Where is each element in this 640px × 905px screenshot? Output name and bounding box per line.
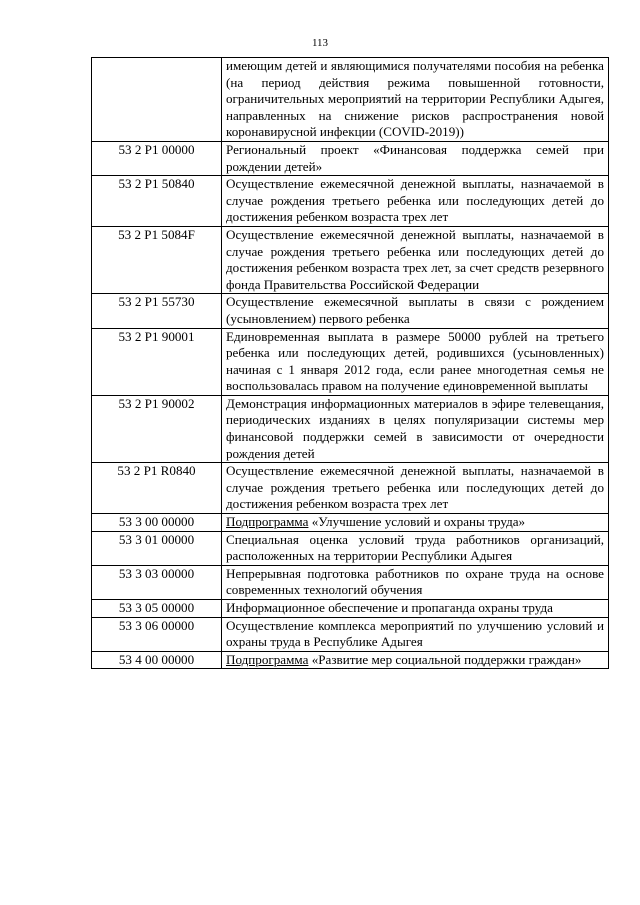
table-row	[92, 463, 609, 514]
table-row	[92, 226, 609, 293]
table-row	[92, 395, 609, 462]
subprogram-label: Подпрограмма	[226, 514, 309, 530]
table-row	[92, 58, 609, 142]
row-description: Непрерывная подготовка работников по охране труда на основе современных технологий обучения	[222, 565, 609, 599]
row-code: 53 3 05 00000	[92, 600, 222, 618]
table-row	[92, 565, 609, 599]
table-row	[92, 600, 609, 618]
row-description: Информационное обеспечение и пропаганда охраны труда	[222, 600, 609, 618]
table-row	[92, 651, 609, 669]
subprogram-title: «Улучшение условий и охраны труда»	[308, 514, 526, 530]
row-description	[222, 514, 609, 532]
row-description: Осуществление комплекса мероприятий по улучшению условий и охраны труда в Республике Адыгея	[222, 617, 609, 651]
row-description: Осуществление ежемесячной денежной выплаты, назначаемой в случае рождения третьего ребенка или последующих детей до достижения ребенком возраста трех лет	[222, 463, 609, 514]
row-description: Единовременная выплата в размере 50000 рублей на третьего ребенка или последующих детей, родившихся (усыновленных) начиная с 1 января 2012 года, если ранее многодетная семья не воспользовалась правом на получение единовременной выплаты	[222, 328, 609, 395]
row-code: 53 3 01 00000	[92, 531, 222, 565]
row-code: 53 2 P1 90002	[92, 395, 222, 462]
row-description: Специальная оценка условий труда работников организаций, расположенных на территории Республики Адыгея	[222, 531, 609, 565]
row-description: Осуществление ежемесячной денежной выплаты, назначаемой в случае рождения третьего ребенка или последующих детей до достижения ребенком возраста трех лет	[222, 176, 609, 227]
subprogram-label: Подпрограмма	[226, 651, 309, 667]
row-code: 53 4 00 00000	[92, 651, 222, 669]
row-code: 53 2 P1 5084F	[92, 226, 222, 293]
table-row	[92, 141, 609, 175]
row-code: 53 2 P1 50840	[92, 176, 222, 227]
page-number: 113	[311, 37, 329, 49]
row-code: 53 3 03 00000	[92, 565, 222, 599]
table-row	[92, 531, 609, 565]
row-description: имеющим детей и являющимися получателями пособия на ребенка (на период действия режима повышенной готовности, ограничительных мероприятий на территории Республики Адыгея, направленных на снижение рисков распространения новой коронавирусной инфекции (COVID-2019))	[222, 58, 609, 142]
row-description: Осуществление ежемесячной денежной выплаты, назначаемой в случае рождения третьего ребенка или последующих детей до достижения ребенком возраста трех лет, за счет средств резервного фонда Правительства Российской Федерации	[222, 226, 609, 293]
table-row	[92, 176, 609, 227]
row-code: 53 2 P1 00000	[92, 141, 222, 175]
row-description: Демонстрация информационных материалов в эфире телевещания, периодических изданиях в целях популяризации системы мер финансовой поддержки семей в зависимости от очередности рождения детей	[222, 395, 609, 462]
table-row	[92, 514, 609, 532]
row-description	[222, 651, 609, 669]
budget-classification-table	[91, 57, 609, 669]
row-code: 53 2 P1 90001	[92, 328, 222, 395]
row-code: 53 3 06 00000	[92, 617, 222, 651]
row-description: Региональный проект «Финансовая поддержка семей при рождении детей»	[222, 141, 609, 175]
row-code: 53 3 00 00000	[92, 514, 222, 532]
row-code	[92, 58, 222, 142]
subprogram-title: «Развитие мер социальной поддержки граждан»	[308, 651, 582, 667]
table-row	[92, 328, 609, 395]
row-code: 53 2 P1 R0840	[92, 463, 222, 514]
row-description: Осуществление ежемесячной выплаты в связи с рождением (усыновлением) первого ребенка	[222, 294, 609, 328]
row-code: 53 2 P1 55730	[92, 294, 222, 328]
table-row	[92, 617, 609, 651]
table-row	[92, 294, 609, 328]
